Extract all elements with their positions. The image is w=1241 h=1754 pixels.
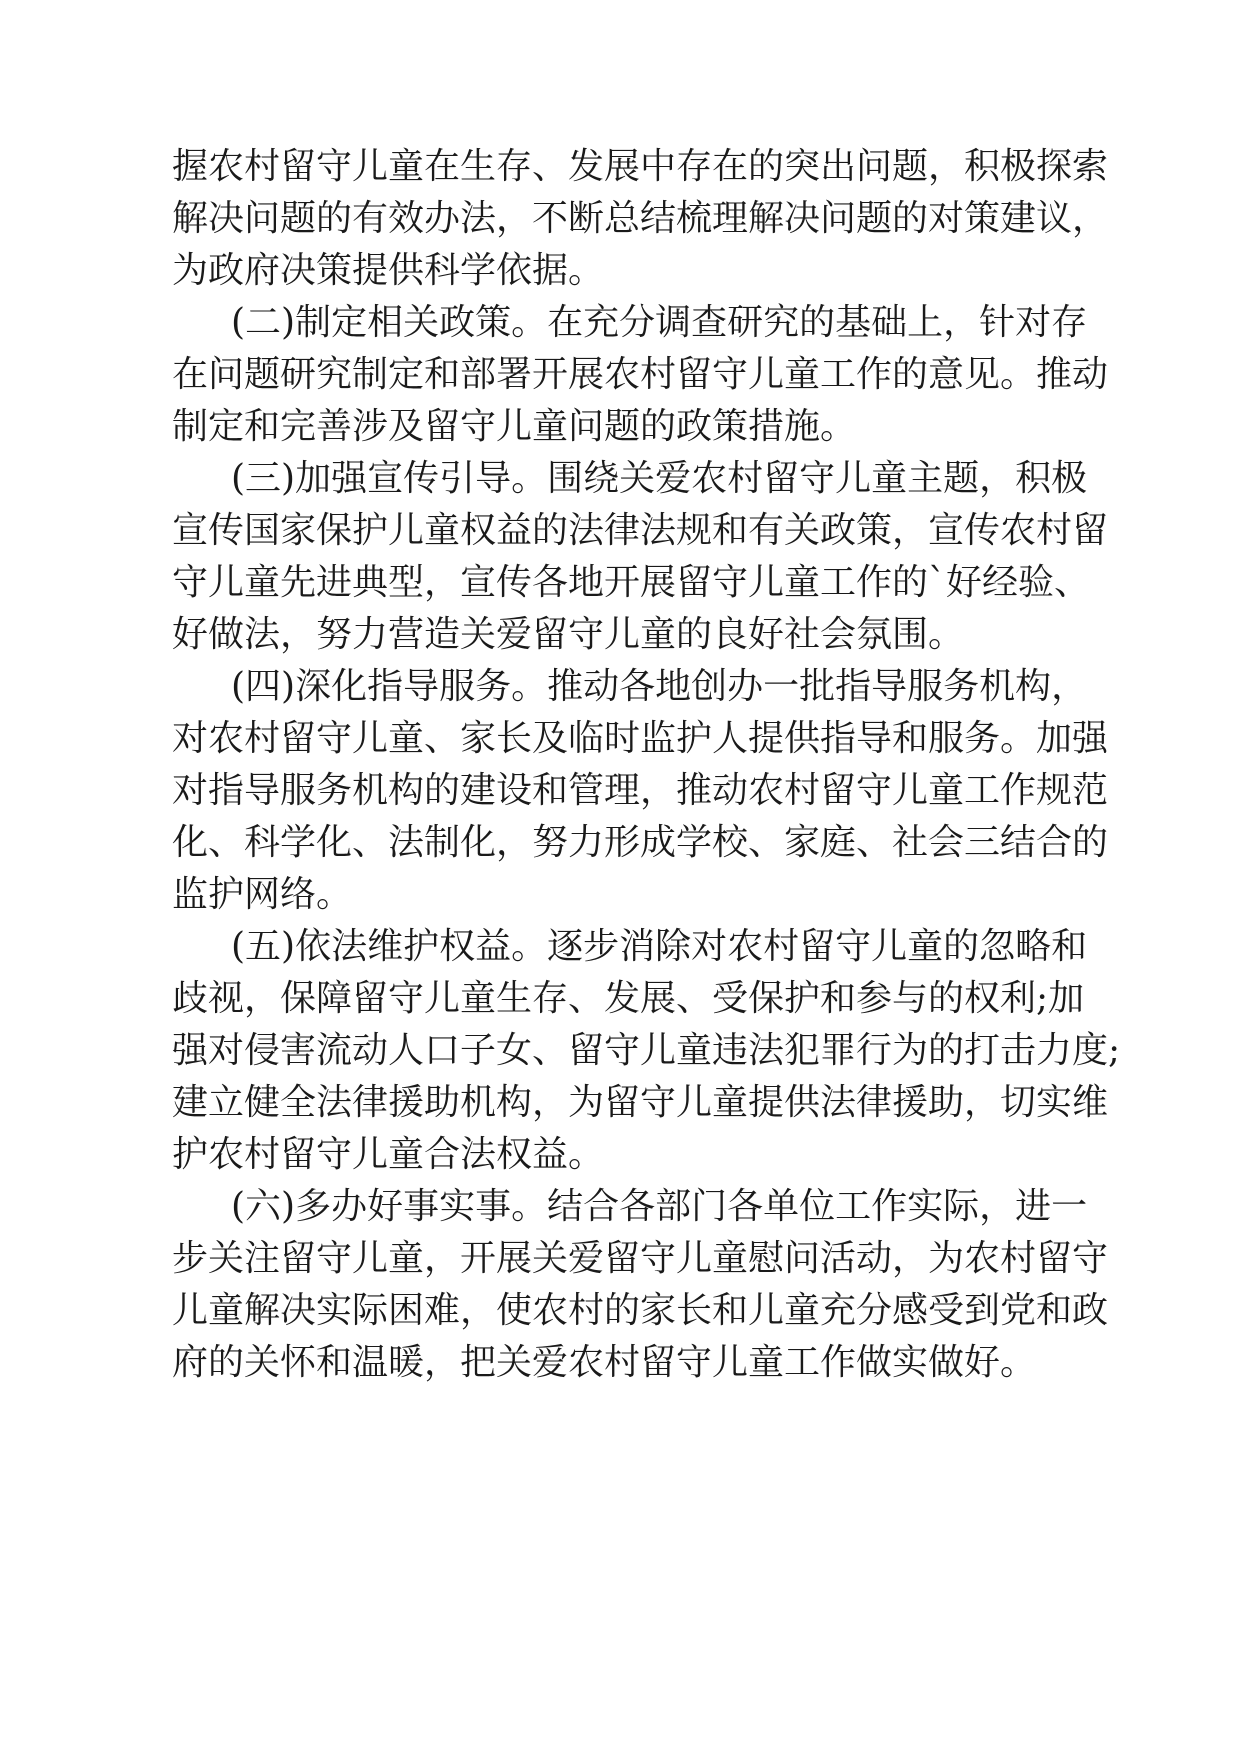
text-line-16 [0, 917, 1241, 977]
line-text: 宣传国家保护儿童权益的法律法规和有关政策，宣传农村留 [172, 510, 1109, 551]
line-text: 对农村留守儿童、家长及临时监护人提供指导和服务。加强 [172, 718, 1109, 759]
text-line-4 [0, 293, 1241, 353]
line-text: 监护网络。 [172, 874, 353, 915]
text-line-1 [0, 137, 1241, 197]
line-text: (三)加强宣传引导。围绕关爱农村留守儿童主题，积极 [231, 458, 1088, 499]
text-line-10 [0, 605, 1241, 665]
line-text: 儿童解决实际困难，使农村的家长和儿童充分感受到党和政 [172, 1290, 1109, 1331]
line-text: 制定和完善涉及留守儿童问题的政策措施。 [172, 406, 857, 447]
line-text: 建立健全法律援助机构，为留守儿童提供法律援助，切实维 [172, 1082, 1109, 1123]
line-text: 府的关怀和温暖，把关爱农村留守儿童工作做实做好。 [172, 1342, 1037, 1383]
text-line-15 [0, 865, 1241, 925]
line-text: 握农村留守儿童在生存、发展中存在的突出问题，积极探索 [172, 146, 1109, 187]
text-line-11 [0, 657, 1241, 717]
text-line-20 [0, 1125, 1241, 1185]
text-line-19 [0, 1073, 1241, 1133]
text-line-6 [0, 397, 1241, 457]
text-line-18 [0, 1021, 1241, 1081]
line-text: (六)多办好事实事。结合各部门各单位工作实际，进一 [231, 1186, 1088, 1227]
line-text: (二)制定相关政策。在充分调查研究的基础上，针对存 [231, 302, 1088, 343]
text-line-9 [0, 553, 1241, 613]
text-line-8 [0, 501, 1241, 561]
text-line-2 [0, 189, 1241, 249]
text-line-21 [0, 1177, 1241, 1237]
text-line-22 [0, 1229, 1241, 1289]
text-line-7 [0, 449, 1241, 509]
text-line-17 [0, 969, 1241, 1029]
line-text: 强对侵害流动人口子女、留守儿童违法犯罪行为的打击力度; [172, 1030, 1121, 1071]
line-text: (四)深化指导服务。推动各地创办一批指导服务机构， [231, 666, 1088, 707]
text-line-5 [0, 345, 1241, 405]
line-text: 歧视，保障留守儿童生存、发展、受保护和参与的权利;加 [172, 978, 1085, 1019]
line-text: 化、科学化、法制化，努力形成学校、家庭、社会三结合的 [172, 822, 1109, 863]
line-text: 守儿童先进典型，宣传各地开展留守儿童工作的`好经验、 [172, 562, 1091, 603]
line-text: (五)依法维护权益。逐步消除对农村留守儿童的忽略和 [231, 926, 1088, 967]
text-line-14 [0, 813, 1241, 873]
line-text: 为政府决策提供科学依据。 [172, 250, 605, 291]
line-text: 好做法，努力营造关爱留守儿童的良好社会氛围。 [172, 614, 965, 655]
text-line-12 [0, 709, 1241, 769]
line-text: 对指导服务机构的建设和管理，推动农村留守儿童工作规范 [172, 770, 1109, 811]
text-line-13 [0, 761, 1241, 821]
text-line-23 [0, 1281, 1241, 1341]
line-text: 护农村留守儿童合法权益。 [172, 1134, 605, 1175]
line-text: 在问题研究制定和部署开展农村留守儿童工作的意见。推动 [172, 354, 1109, 395]
text-line-3 [0, 241, 1241, 301]
line-text: 步关注留守儿童，开展关爱留守儿童慰问活动，为农村留守 [172, 1238, 1109, 1279]
line-text: 解决问题的有效办法，不断总结梳理解决问题的对策建议， [172, 198, 1109, 239]
text-line-24 [0, 1333, 1241, 1393]
